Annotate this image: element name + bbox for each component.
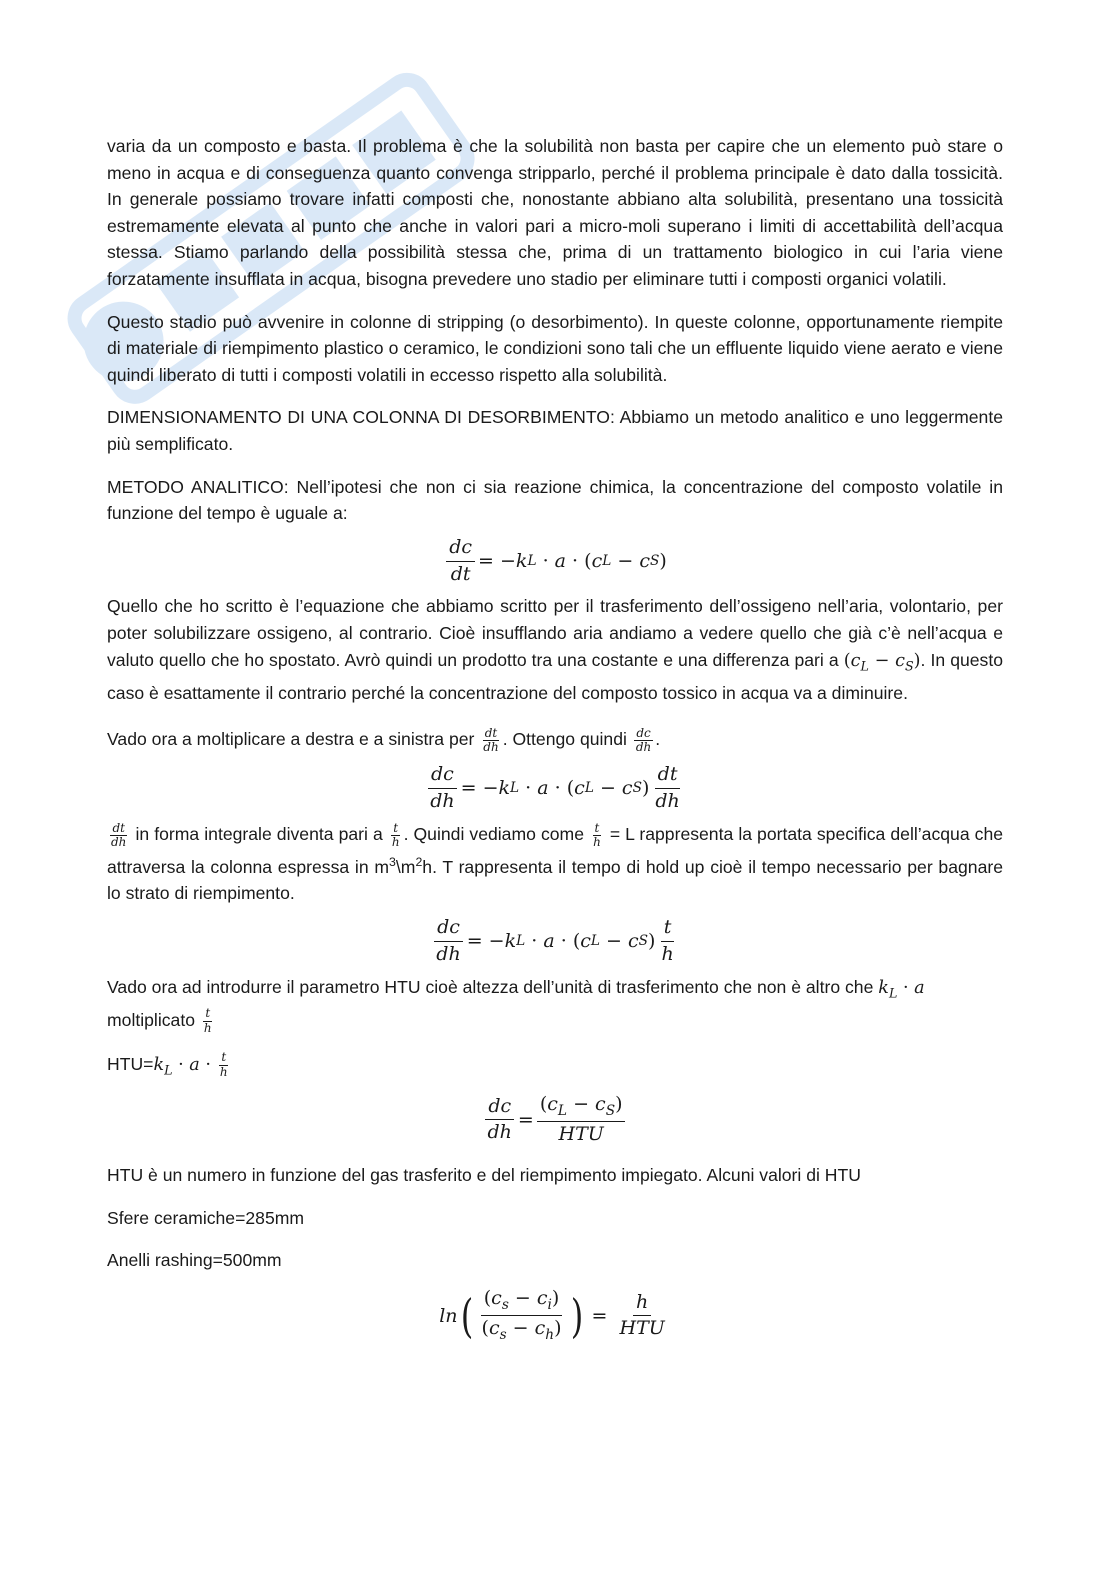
paragraph-integral-form: $\frac{dt}{dh}$ in forma integrale diventa pari a $\frac{t}{h}$ . Quindi vediamo come $\frac{t}{h}$ = L rappresenta la portata specifica dell’acqua che attraversa la colonna espressa in $m^3\backslash m^2h$. T rappresenta il tempo di hold up cioè il tempo necessario per bagnare lo strato di riempimento. (107, 820, 1004, 904)
equation-ln-htu: ln ( $\frac{(c_s - c_i)}{(c_s - c_h)}$ ) = $\frac{h}{\text{HTU}}$ (439, 1286, 665, 1344)
paragraph-htu-intro: Vado ora ad introdurre il parametro HTU cioè altezza dell’unità di trasferimento che non è altro che $k_L \cdot a$ moltiplicato $\frac{t}{h}$ (107, 976, 925, 1035)
value-rashing-rings: Anelli rashing=500mm (107, 1250, 282, 1271)
value-ceramic-spheres: Sfere ceramiche=285mm (107, 1207, 305, 1228)
equation-dc-dh-dt: $\frac{dc}{dh}$ = − k L · a · ( c L − c S ) $\frac{dt}{dh}$ (107, 764, 1003, 813)
paragraph-analytic-method: METODO ANALITICO: Nell’ipotesi che non ci sia reazione chimica, la concentrazione del composto volatile in funzione del tempo è uguale a: (107, 476, 1003, 524)
equation-dc-dh-htu: $\frac{dc}{dh}$ = $\frac{(c_L - c_S)}{\text{HTU}}$ (107, 1094, 1003, 1146)
paragraph-stripping-columns: Questo stadio può avvenire in colonne di stripping (o desorbimento). In queste colonne, opportunamente riempite di materiale di riempimento plastico o ceramico, le condizioni sono tali che un effluente liquido viene aerato e viene quindi liberato di tutti i composti volatili in eccesso rispetto alla solubilità. (107, 311, 1003, 385)
paragraph-dimensioning: DIMENSIONAMENTO DI UNA COLONNA DI DESORBIMENTO: Abbiamo un metodo analitico e uno leggermente più semplificato. (107, 407, 1003, 454)
paragraph-solubility: varia da un composto e basta. Il problema è che la solubilità non basta per capire che un elemento può stare o meno in acqua e di conseguenza quanto convenga stripparlo, perché il problema principale è dato dalla tossicità. In generale possiamo trovare infatti composti che, nonostante abbiano alta solubilità, presentano una tossicità estremamente elevata al punto che anche in valori pari a micro-moli superano i limiti di accettabilità dell’acqua stessa. Stiamo parlando della possibilità stessa che, prima di un trattamento biologico in cui l’aria viene forzatamente insufflata in acqua, bisogna prevedere uno stadio per eliminare tutti i composti organici volatili. (107, 136, 1003, 289)
paragraph-htu-definition: $HTU=k_L \cdot a$ · $\frac{t}{h}$ (107, 1050, 228, 1079)
paragraph-htu-values: HTU è un numero in funzione del gas trasferito e del riempimento impiegato. Alcuni valori di HTU (107, 1165, 861, 1186)
equation-dc-dh-t-h: $\frac{dc}{dh}$ = − k L · a · ( c L − c S ) $\frac{t}{h}$ (107, 917, 1003, 966)
equation-dc-dt: $\frac{dc}{dt}$ = − k L · a · ( c L − c S ) (107, 537, 1003, 586)
paragraph-multiply: Vado ora a moltiplicare a destra e a sinistra per $\frac{dt}{dh}$ . Ottengo quindi $\frac{dc}{dh}$ . (107, 725, 661, 755)
document-page (107, 133, 1003, 1352)
paragraph-oxygen-transfer: Quello che ho scritto è l’equazione che abbiamo scritto per il trasferimento dell’ossigeno nell’aria, volontario, per poter solubilizzare ossigeno, al contrario. Cioè insufflando aria andiamo a vedere quello che già c’è nell’acqua e valuto quello che ho spostato. Avrò quindi un prodotto tra una costante e una differenza pari a $(c_L - c_S)$. In questo caso è esattamente il contrario perché la concentrazione del composto tossico in acqua va a diminuire. (107, 596, 1004, 703)
